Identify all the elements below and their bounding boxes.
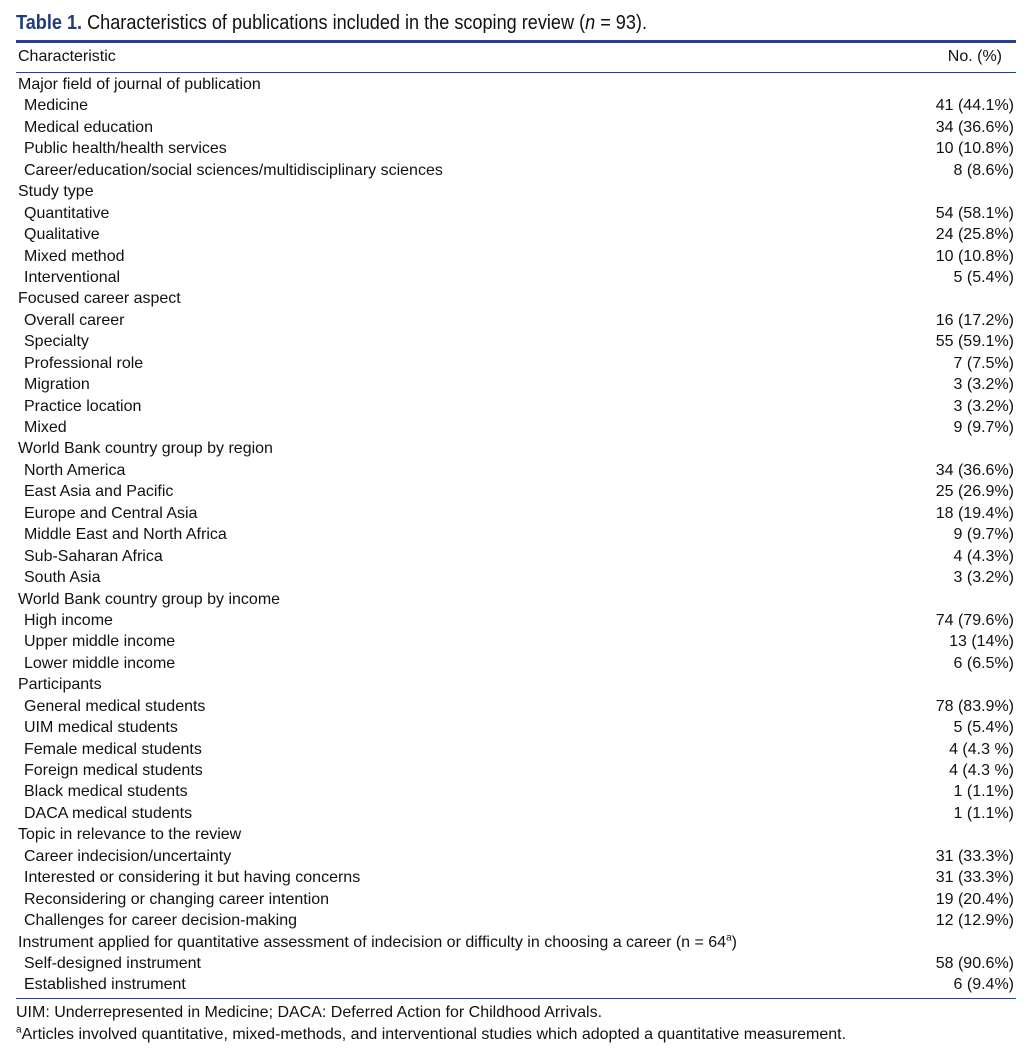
table-bottom-rule <box>16 998 1016 999</box>
row-label: DACA medical students <box>24 804 193 822</box>
section-heading-row <box>16 932 1016 953</box>
row-value: 5 (5.4%) <box>953 719 1014 737</box>
row-label: East Asia and Pacific <box>24 483 174 501</box>
table-caption <box>16 8 647 38</box>
row-label: Professional role <box>24 354 144 372</box>
section-title-text: World Bank country group by region <box>18 440 273 458</box>
table-label: Table 1. <box>16 12 83 34</box>
row-label: Europe and Central Asia <box>24 504 198 522</box>
row-label: South Asia <box>24 569 101 587</box>
row-value: 4 (4.3 %) <box>949 740 1014 758</box>
table-row <box>16 610 1016 631</box>
caption-n-symbol: n <box>585 12 596 34</box>
header-count: No. (%) <box>947 48 1002 65</box>
section-title-text: Focused career aspect <box>18 290 181 308</box>
section-heading-row <box>16 74 1016 95</box>
section-title <box>18 438 273 459</box>
table-row <box>16 460 1016 481</box>
row-value: 18 (19.4%) <box>935 504 1014 522</box>
section-heading-row <box>16 438 1016 459</box>
table-row <box>16 803 1016 824</box>
row-value: 12 (12.9%) <box>935 912 1014 930</box>
row-label: Challenges for career decision-making <box>24 912 298 930</box>
row-value: 74 (79.6%) <box>935 611 1014 629</box>
row-label: Public health/health services <box>24 140 227 158</box>
table-header-row <box>16 44 1016 70</box>
row-label: Lower middle income <box>24 654 176 672</box>
row-value: 1 (1.1%) <box>953 783 1014 801</box>
table-row <box>16 524 1016 545</box>
row-value: 8 (8.6%) <box>953 161 1014 179</box>
section-heading-row <box>16 824 1016 845</box>
table-row <box>16 310 1016 331</box>
row-value: 78 (83.9%) <box>935 697 1014 715</box>
section-heading-row <box>16 674 1016 695</box>
section-title <box>18 674 102 695</box>
table-row <box>16 653 1016 674</box>
section-title-sup: a <box>726 932 732 944</box>
row-value: 31 (33.3%) <box>935 847 1014 865</box>
row-value: 3 (3.2%) <box>953 569 1014 587</box>
table-row <box>16 203 1016 224</box>
row-value: 58 (90.6%) <box>935 954 1014 972</box>
table-row <box>16 374 1016 395</box>
table-row <box>16 417 1016 438</box>
row-label: Mixed <box>24 419 67 436</box>
table-row <box>16 160 1016 181</box>
table-row <box>16 331 1016 352</box>
row-value: 3 (3.2%) <box>953 376 1014 394</box>
row-label: Interested or considering it but having concerns <box>24 869 361 887</box>
row-value: 10 (10.8%) <box>935 140 1014 158</box>
row-label: Middle East and North Africa <box>24 526 227 544</box>
table-row <box>16 953 1016 974</box>
table-header-rule <box>16 72 1016 73</box>
section-heading-row <box>16 589 1016 610</box>
table-body <box>16 74 1016 996</box>
section-title-text: Instrument applied for quantitative assessment of indecision or difficulty in choosing a career (n = 64 <box>18 933 727 951</box>
table-row <box>16 267 1016 288</box>
row-value: 19 (20.4%) <box>935 890 1014 908</box>
section-title-end: ) <box>731 933 737 951</box>
section-title <box>18 288 181 309</box>
row-label: Self-designed instrument <box>24 954 201 972</box>
row-label: Qualitative <box>24 226 100 244</box>
row-value: 7 (7.5%) <box>953 354 1014 372</box>
section-title-text: Study type <box>18 183 94 201</box>
table-row <box>16 224 1016 245</box>
row-value: 9 (9.7%) <box>953 419 1014 436</box>
section-title <box>18 181 94 202</box>
row-value: 10 (10.8%) <box>935 247 1014 265</box>
table-footnotes <box>16 1002 1016 1046</box>
row-label: Black medical students <box>24 783 188 801</box>
row-label: Reconsidering or changing career intention <box>24 890 330 908</box>
table-row <box>16 974 1016 995</box>
section-title-text: Participants <box>18 676 102 694</box>
section-title-text: Topic in relevance to the review <box>18 826 242 844</box>
row-value: 3 (3.2%) <box>953 397 1014 415</box>
row-label: High income <box>24 611 113 629</box>
row-label: Female medical students <box>24 740 202 758</box>
table-row <box>16 696 1016 717</box>
row-label: General medical students <box>24 697 206 715</box>
table-row <box>16 846 1016 867</box>
table-row <box>16 138 1016 159</box>
section-title <box>18 932 737 953</box>
table-row <box>16 546 1016 567</box>
row-value: 5 (5.4%) <box>953 268 1014 286</box>
section-heading-row <box>16 181 1016 202</box>
table-row <box>16 717 1016 738</box>
section-title <box>18 589 280 610</box>
row-value: 9 (9.7%) <box>953 526 1014 544</box>
footnote-abbreviations: UIM: Underrepresented in Medicine; DACA: Deferred Action for Childhood Arrivals. <box>16 1004 603 1021</box>
row-value: 31 (33.3%) <box>935 869 1014 887</box>
row-value: 24 (25.8%) <box>935 226 1014 244</box>
row-label: Established instrument <box>24 976 186 994</box>
row-label: Mixed method <box>24 247 125 265</box>
table-row <box>16 910 1016 931</box>
table-row <box>16 481 1016 502</box>
row-value: 54 (58.1%) <box>935 204 1014 222</box>
table-row <box>16 396 1016 417</box>
row-value: 13 (14%) <box>949 633 1014 651</box>
row-value: 55 (59.1%) <box>935 333 1014 351</box>
footnote-a-text: Articles involved quantitative, mixed-methods, and interventional studies which adopted a quantitative measurement. <box>21 1026 847 1043</box>
table-row <box>16 889 1016 910</box>
row-label: Sub-Saharan Africa <box>24 547 163 565</box>
row-label: Specialty <box>24 333 89 351</box>
row-value: 6 (9.4%) <box>953 976 1014 994</box>
footnote-a <box>16 1024 1016 1046</box>
row-label: Migration <box>24 376 90 394</box>
row-value: 34 (36.6%) <box>935 118 1014 136</box>
table-row <box>16 246 1016 267</box>
table-row <box>16 95 1016 116</box>
table-row <box>16 781 1016 802</box>
table-row <box>16 867 1016 888</box>
header-characteristic: Characteristic <box>18 48 116 65</box>
section-title <box>18 74 261 95</box>
caption-text-before: Characteristics of publications included in the scoping review ( <box>87 12 586 34</box>
row-label: Medical education <box>24 118 153 136</box>
row-label: Foreign medical students <box>24 762 203 779</box>
section-title <box>18 824 241 845</box>
section-heading-row <box>16 288 1016 309</box>
table-row <box>16 117 1016 138</box>
row-value: 6 (6.5%) <box>953 654 1014 672</box>
row-value: 25 (26.9%) <box>935 483 1014 501</box>
row-value: 41 (44.1%) <box>935 97 1014 115</box>
section-title-text: World Bank country group by income <box>18 590 281 608</box>
table-row <box>16 631 1016 652</box>
row-value: 4 (4.3%) <box>953 547 1014 565</box>
footnote-marker: a <box>16 1024 22 1036</box>
table-row <box>16 503 1016 524</box>
row-label: UIM medical students <box>24 719 178 737</box>
table-row <box>16 739 1016 760</box>
row-label: Overall career <box>24 311 125 329</box>
table-top-rule <box>16 40 1016 43</box>
table-row <box>16 353 1016 374</box>
table-row <box>16 567 1016 588</box>
row-value: 4 (4.3 %) <box>949 762 1014 779</box>
row-label: Career indecision/uncertainty <box>24 847 232 865</box>
row-label: North America <box>24 461 126 479</box>
row-label: Upper middle income <box>24 633 176 651</box>
row-value: 1 (1.1%) <box>953 804 1014 822</box>
row-value: 34 (36.6%) <box>935 461 1014 479</box>
row-value: 16 (17.2%) <box>935 311 1014 329</box>
caption-text-after: = 93). <box>595 12 647 34</box>
section-title-text: Major field of journal of publication <box>18 76 261 93</box>
row-label: Quantitative <box>24 204 110 222</box>
table-row <box>16 760 1016 781</box>
row-label: Practice location <box>24 397 142 415</box>
row-label: Medicine <box>24 97 89 115</box>
row-label: Interventional <box>24 268 121 286</box>
row-label: Career/education/social sciences/multidisciplinary sciences <box>24 161 443 179</box>
